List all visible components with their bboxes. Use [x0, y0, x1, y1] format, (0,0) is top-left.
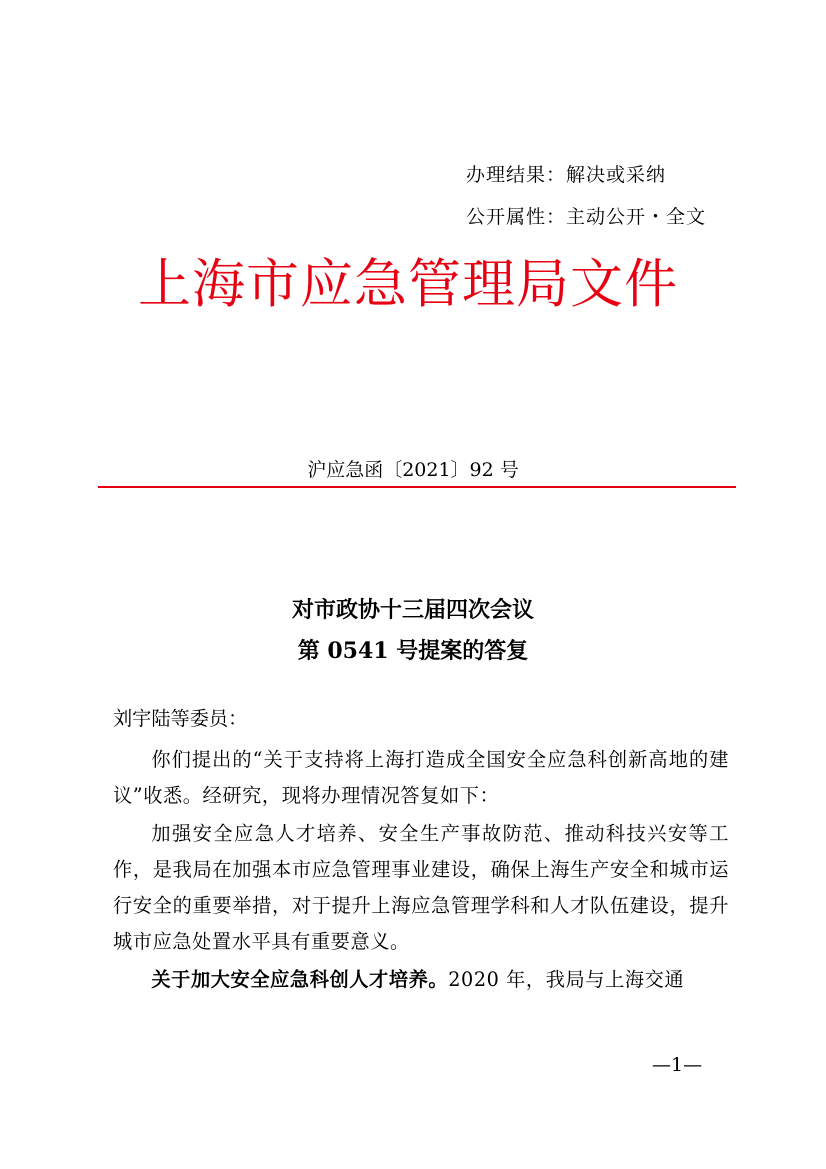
- issuer-header: 上海市应急管理局文件: [138, 254, 678, 315]
- body-paragraph-2: 加强安全应急人才培养、安全生产事故防范、推动科技兴安等工作，是我局在加强本市应急管理事业建设，确保上海生产安全和城市运行安全的重要举措，对于提升上海应急管理学科和人才队伍建设，提升城市应急处置水平具有重要意义。: [113, 822, 729, 953]
- red-separator-line: [98, 486, 736, 488]
- body-paragraph-1: 你们提出的“关于支持将上海打造成全国安全应急科创新高地的建议”收悉。经研究，现将办理情况答复如下：: [113, 748, 729, 807]
- disclosure-attribute-line: 公开属性：主动公开・全文: [466, 206, 707, 228]
- document-title-line-1: 对市政协十三届四次会议: [291, 597, 534, 623]
- document-title-line-2: 第 0541 号提案的答复: [297, 638, 529, 664]
- paragraph-3-text: 2020 年，我局与上海交通: [448, 968, 685, 991]
- salutation: 刘宇陆等委员：: [113, 707, 248, 730]
- handling-result-line: 办理结果：解决或采纳: [466, 164, 667, 186]
- page-number: —1—: [652, 1054, 703, 1076]
- document-number: 沪应急函〔2021〕92 号: [307, 459, 519, 481]
- paragraph-3-bold-lead: 关于加大安全应急科创人才培养。: [151, 968, 449, 991]
- body-paragraph-3: [113, 962, 729, 998]
